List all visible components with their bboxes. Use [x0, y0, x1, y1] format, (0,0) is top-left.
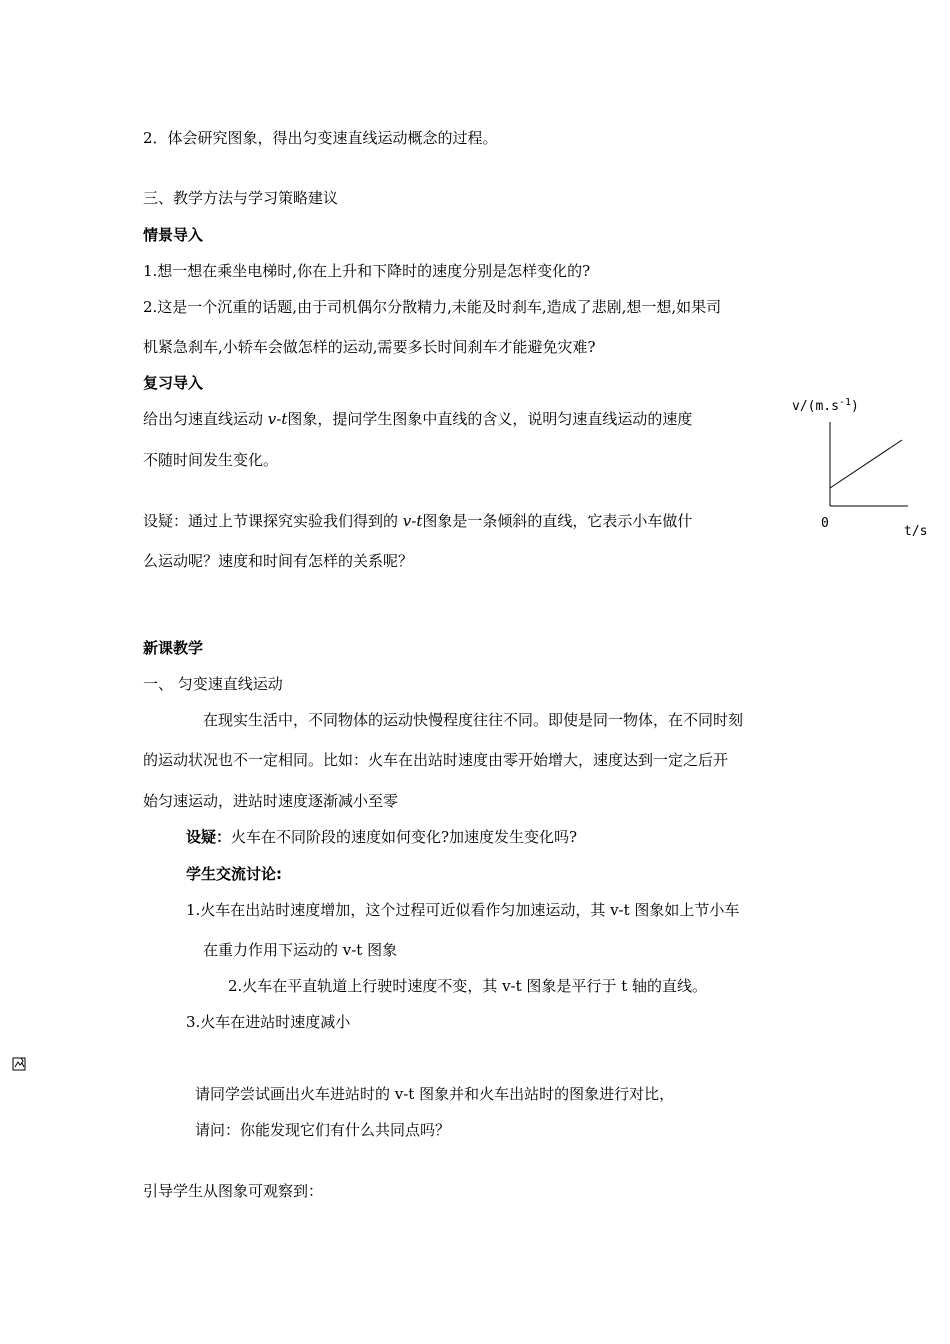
x-axis-label: t/s [904, 524, 928, 539]
line-scene-2-cont: 机紧急刹车,小轿车会做怎样的运动,需要多长时间刹车才能避免灾难? [143, 338, 596, 356]
vt-term: v-t [267, 410, 288, 428]
para-line-2: 的运动状况也不一定相同。比如：火车在出站时速度由零开始增大，速度达到一定之后开 [143, 751, 729, 769]
discussion-item-2: 2.火车在平直轨道上行驶时速度不变，其 v-t 图象是平行于 t 轴的直线。 [228, 977, 707, 995]
vt-graph [790, 392, 940, 542]
line-review-1-b: 图象，提问学生图象中直线的含义，说明匀速直线运动的速度 [287, 410, 693, 428]
line-review-1 [143, 409, 692, 429]
doubt-text: 火车在不同阶段的速度如何变化?加速度发生变化吗? [231, 828, 578, 846]
heading-discussion: 学生交流讨论: [186, 865, 282, 883]
discussion-item-1: 1.火车在出站时速度增加，这个过程可近似看作匀加速运动，其 v-t 图象如上节小车 [186, 901, 740, 919]
discussion-item-1-cont: 在重力作用下运动的 v-t 图象 [203, 941, 398, 959]
line-objective-2: 2．体会研究图象，得出匀变速直线运动概念的过程。 [143, 129, 498, 147]
section-heading-uniform-accel: 一、 匀变速直线运动 [143, 675, 283, 693]
line-question-2: 么运动呢？速度和时间有怎样的关系呢？ [143, 552, 414, 570]
prompt-line-2: 请问：你能发现它们有什么共同点吗？ [195, 1121, 451, 1139]
line-question-1-b: 图象是一条倾斜的直线，它表示小车做什 [422, 512, 693, 530]
prompt-line-1: 请同学尝试画出火车进站时的 v-t 图象并和火车出站时的图象进行对比， [195, 1085, 675, 1103]
section-heading-3: 三、教学方法与学习策略建议 [143, 189, 339, 207]
y-axis-label: $v/(m.s^{-1})$ [792, 397, 859, 414]
line-review-1-a: 给出匀速直线运动 [143, 410, 268, 428]
line-scene-1: 1.想一想在乘坐电梯时,你在上升和下降时的速度分别是怎样变化的? [143, 262, 591, 280]
line-doubt [186, 827, 577, 847]
heading-review-intro: 复习导入 [143, 374, 204, 392]
origin-label: 0 [821, 516, 829, 531]
line-scene-2: 2.这是一个沉重的话题,由于司机偶尔分散精力,未能及时刹车,造成了悲剧,想一想,如果司 [143, 298, 722, 316]
heading-new-lesson: 新课教学 [143, 639, 204, 657]
para-line-3: 始匀速运动，进站时速度逐渐减小至零 [143, 792, 399, 810]
velocity-line [830, 440, 902, 488]
line-question-1 [143, 511, 692, 531]
closing-line: 引导学生从图象可观察到： [143, 1182, 324, 1200]
heading-scene-intro: 情景导入 [143, 226, 204, 244]
vt-term: v-t [402, 512, 423, 530]
discussion-item-3: 3.火车在进站时速度减小 [186, 1013, 351, 1031]
para-line-1: 在现实生活中，不同物体的运动快慢程度往往不同。即使是同一物体，在不同时刻 [203, 711, 744, 729]
doubt-label: 设疑： [186, 828, 232, 846]
line-review-2: 不随时间发生变化。 [143, 451, 279, 469]
broken-image-icon [12, 1056, 28, 1072]
line-question-1-a: 设疑：通过上节课探究实验我们得到的 [143, 512, 403, 530]
